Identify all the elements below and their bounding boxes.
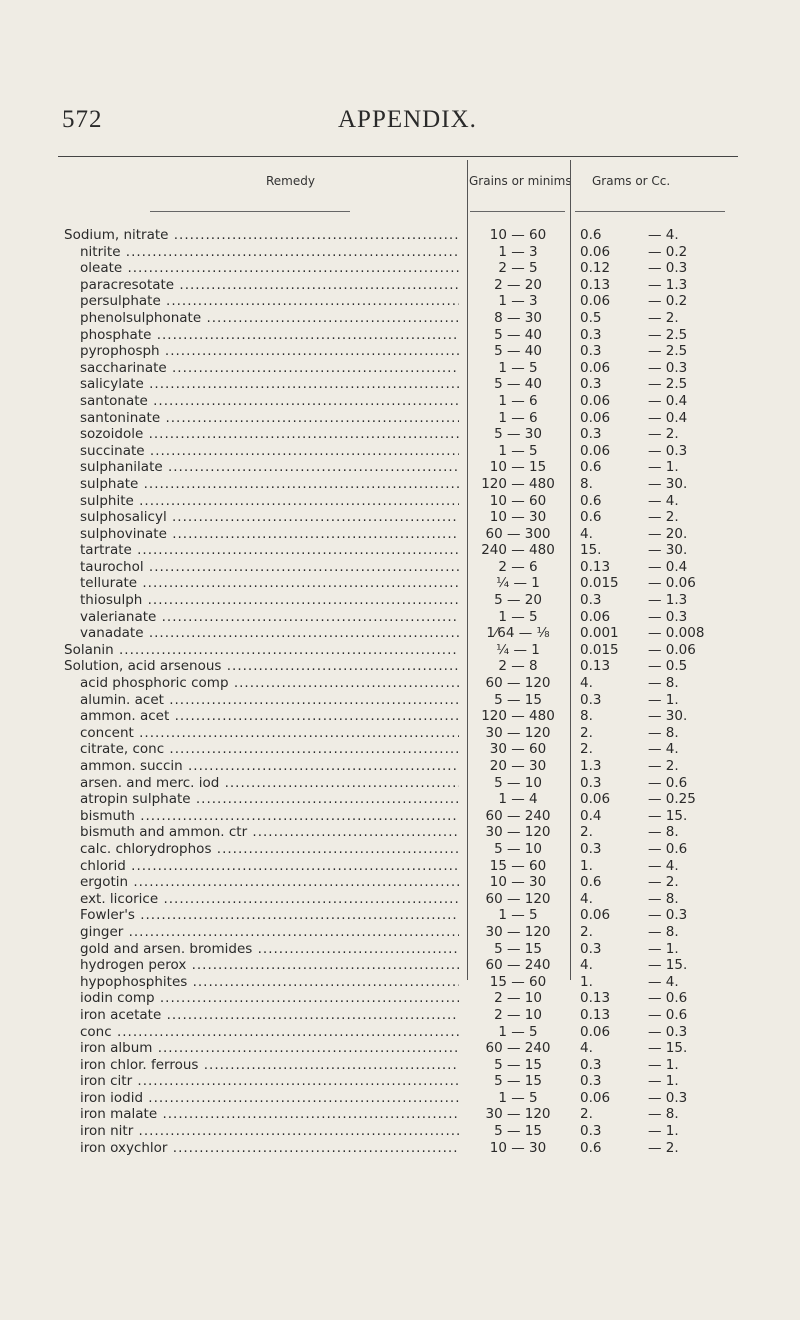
grams-to: — 2. [648, 1139, 679, 1156]
remedy-name: iron citr ..... [64, 1073, 459, 1090]
table-row [0, 675, 800, 692]
grams-to: — 0.3 [648, 359, 688, 376]
remedy-name: iron album ..... [64, 1040, 459, 1057]
table-row [0, 708, 800, 725]
page-header [0, 106, 800, 136]
grains-range: 1 — 3 [498, 243, 538, 260]
grams-from: 0.06 [580, 442, 611, 459]
grams-to: — 0.6 [648, 774, 688, 791]
grains-range: 5 — 15 [494, 1056, 542, 1073]
remedy-name: thiosulph ..... [64, 592, 459, 609]
table-top-rule [58, 156, 738, 157]
remedy-name: persulphate ..... [64, 293, 459, 310]
remedy-name: ammon. acet ..... [64, 708, 459, 725]
remedy-name: conc ..... [64, 1024, 459, 1041]
grams-to: — 1. [648, 940, 679, 957]
grams-to: — 20. [648, 525, 688, 542]
grams-to: — 0.3 [648, 442, 688, 459]
table-row [0, 343, 800, 360]
table-row [0, 476, 800, 493]
remedy-name: saccharinate ..... [64, 360, 459, 377]
table-row [0, 907, 800, 924]
grams-to: — 0.4 [648, 392, 688, 409]
grams-from: 2. [580, 741, 593, 758]
remedy-name: arsen. and merc. iod ..... [64, 775, 459, 792]
grains-range: 5 — 15 [494, 691, 542, 708]
grams-from: 0.3 [580, 1056, 602, 1073]
table-row [0, 1123, 800, 1140]
grams-from: 0.06 [580, 392, 611, 409]
remedy-name: ext. licorice ..... [64, 891, 459, 908]
grams-from: 0.13 [580, 1006, 611, 1023]
table-row [0, 592, 800, 609]
grains-range: 2 — 5 [498, 260, 538, 277]
grains-range: 1 — 5 [498, 442, 538, 459]
grains-range: 5 — 40 [494, 326, 542, 343]
grains-range: 10 — 60 [489, 492, 547, 509]
grams-to: — 8. [648, 824, 679, 841]
grains-range: 30 — 120 [485, 1106, 551, 1123]
table-row [0, 858, 800, 875]
remedy-name: Solution, acid arsenous ..... [64, 658, 459, 675]
remedy-name: citrate, conc ..... [64, 741, 459, 758]
table-row [0, 609, 800, 626]
remedy-name: alumin. acet ..... [64, 692, 459, 709]
remedy-name: iron chlor. ferrous ..... [64, 1057, 459, 1074]
table-row [0, 575, 800, 592]
table-row [0, 410, 800, 427]
grams-to: — 0.6 [648, 840, 688, 857]
grams-from: 0.06 [580, 243, 611, 260]
grams-to: — 0.3 [648, 260, 688, 277]
table-row [0, 376, 800, 393]
grains-range: 5 — 10 [494, 840, 542, 857]
grams-to: — 0.4 [648, 409, 688, 426]
grams-from: 0.6 [580, 227, 602, 243]
grains-range: 5 — 40 [494, 376, 542, 393]
column-header-remedy: Remedy [266, 174, 315, 188]
table-row [0, 360, 800, 377]
header-rule [470, 211, 565, 212]
grams-to: — 0.6 [648, 990, 688, 1007]
grams-from: 0.06 [580, 293, 611, 310]
grains-range: 2 — 20 [494, 276, 542, 293]
grains-range: 1 — 6 [498, 409, 538, 426]
table-row [0, 1106, 800, 1123]
grams-from: 0.3 [580, 1073, 602, 1090]
grams-from: 0.06 [580, 359, 611, 376]
grams-to: — 0.2 [648, 293, 688, 310]
grams-from: 0.3 [580, 940, 602, 957]
grams-from: 1. [580, 973, 593, 990]
header-rule [575, 211, 725, 212]
remedy-name: iron acetate ..... [64, 1007, 459, 1024]
grains-range: 60 — 240 [485, 807, 551, 824]
grams-from: 0.001 [580, 625, 619, 642]
table-row [0, 277, 800, 294]
grams-to: — 2.5 [648, 376, 688, 393]
table-row [0, 244, 800, 261]
grains-range: 2 — 8 [498, 658, 538, 675]
grams-to: — 1. [648, 1073, 679, 1090]
remedy-name: tartrate ..... [64, 542, 459, 559]
remedy-name: phenolsulphonate ..... [64, 310, 459, 327]
grams-to: — 0.008 [648, 625, 705, 642]
grains-range: 1 — 5 [498, 359, 538, 376]
grams-from: 0.5 [580, 309, 602, 326]
remedy-name: tellurate ..... [64, 575, 459, 592]
grams-to: — 8. [648, 1106, 679, 1123]
grams-from: 4. [580, 1040, 593, 1057]
remedy-name: hypophosphites ..... [64, 974, 459, 991]
grams-to: — 1. [648, 1123, 679, 1140]
remedy-name: sozoidole ..... [64, 426, 459, 443]
remedy-name: concent ..... [64, 725, 459, 742]
grams-to: — 4. [648, 857, 679, 874]
grains-range: 10 — 60 [489, 227, 547, 243]
grains-range: 120 — 480 [481, 708, 555, 725]
grams-from: 0.3 [580, 592, 602, 609]
remedy-name: santonate ..... [64, 393, 459, 410]
remedy-name: Sodium, nitrate ..... [64, 227, 459, 244]
grams-from: 1.3 [580, 758, 602, 774]
grains-range: 2 — 6 [498, 558, 538, 575]
remedy-name: acid phosphoric comp ..... [64, 675, 459, 692]
grains-range: 5 — 30 [494, 426, 542, 443]
grains-range: 15 — 60 [489, 857, 547, 874]
grams-from: 0.06 [580, 1089, 611, 1106]
grams-to: — 30. [648, 542, 688, 559]
remedy-name: sulphanilate ..... [64, 459, 459, 476]
remedy-name: hydrogen perox ..... [64, 957, 459, 974]
remedy-name: sulphate ..... [64, 476, 459, 493]
grams-from: 0.6 [580, 509, 602, 526]
grams-from: 0.06 [580, 1023, 611, 1040]
remedy-name: santoninate ..... [64, 410, 459, 427]
grams-from: 0.015 [580, 575, 619, 592]
grains-range: 15 — 60 [489, 973, 547, 990]
table-row [0, 891, 800, 908]
grains-range: ¼ — 1 [496, 575, 540, 592]
grains-range: 8 — 30 [494, 309, 542, 326]
grams-to: — 4. [648, 492, 679, 509]
grains-range: 30 — 120 [485, 724, 551, 741]
page-title: APPENDIX. [338, 106, 477, 133]
table-row [0, 293, 800, 310]
table-row [0, 990, 800, 1007]
table-row [0, 559, 800, 576]
grams-to: — 8. [648, 923, 679, 940]
table-row [0, 924, 800, 941]
grams-to: — 1. [648, 1056, 679, 1073]
grams-from: 4. [580, 890, 593, 907]
grains-range: 10 — 30 [489, 874, 547, 891]
grains-range: 30 — 120 [485, 824, 551, 841]
grams-from: 4. [580, 525, 593, 542]
grains-range: 60 — 240 [485, 1040, 551, 1057]
grams-to: — 1.3 [648, 276, 688, 293]
table-row [0, 260, 800, 277]
grams-from: 4. [580, 957, 593, 974]
grains-range: ¼ — 1 [496, 641, 540, 658]
table-row [0, 725, 800, 742]
remedy-name: nitrite ..... [64, 244, 459, 261]
table-row [0, 642, 800, 659]
grams-from: 0.13 [580, 990, 611, 1007]
grams-from: 0.6 [580, 492, 602, 509]
grams-from: 8. [580, 475, 593, 492]
table-row [0, 874, 800, 891]
grams-from: 0.3 [580, 376, 602, 393]
remedy-name: iron malate ..... [64, 1106, 459, 1123]
grams-from: 0.6 [580, 874, 602, 891]
grams-to: — 2. [648, 758, 679, 774]
table-row [0, 1024, 800, 1041]
grams-from: 2. [580, 824, 593, 841]
grains-range: 2 — 10 [494, 990, 542, 1007]
remedy-name: sulphovinate ..... [64, 526, 459, 543]
remedy-name: phosphate ..... [64, 327, 459, 344]
remedy-name: gold and arsen. bromides ..... [64, 941, 459, 958]
grams-to: — 4. [648, 227, 679, 243]
grams-from: 0.13 [580, 658, 611, 675]
remedy-name: bismuth ..... [64, 808, 459, 825]
grains-range: 1 — 5 [498, 1089, 538, 1106]
grains-range: 1 — 5 [498, 1023, 538, 1040]
grains-range: 10 — 30 [489, 509, 547, 526]
grams-from: 0.6 [580, 1139, 602, 1156]
grains-range: 1 — 6 [498, 392, 538, 409]
grams-to: — 4. [648, 973, 679, 990]
table-row [0, 791, 800, 808]
grains-range: 1 — 3 [498, 293, 538, 310]
remedy-name: ginger ..... [64, 924, 459, 941]
grains-range: 1⁄64 — ⅛ [486, 625, 550, 642]
table-row [0, 1007, 800, 1024]
remedy-name: sulphite ..... [64, 493, 459, 510]
remedy-name: pyrophosph ..... [64, 343, 459, 360]
table-row [0, 658, 800, 675]
column-header-grams: Grams or Cc. [592, 174, 671, 188]
grams-from: 0.13 [580, 558, 611, 575]
grams-to: — 1.3 [648, 592, 688, 609]
grams-from: 0.3 [580, 326, 602, 343]
grams-to: — 8. [648, 890, 679, 907]
grams-to: — 15. [648, 1040, 688, 1057]
grains-range: 10 — 15 [489, 459, 547, 476]
table-row [0, 741, 800, 758]
grains-range: 30 — 120 [485, 923, 551, 940]
remedy-name: sulphosalicyl ..... [64, 509, 459, 526]
table-row [0, 493, 800, 510]
table-row [0, 625, 800, 642]
grains-range: 2 — 10 [494, 1006, 542, 1023]
table-row [0, 459, 800, 476]
grams-from: 2. [580, 724, 593, 741]
grams-to: — 30. [648, 475, 688, 492]
remedy-name: ammon. succin ..... [64, 758, 459, 775]
table-row [0, 692, 800, 709]
remedy-name: Solanin ..... [64, 642, 459, 659]
table-row [0, 327, 800, 344]
grams-to: — 2.5 [648, 326, 688, 343]
header-rule [150, 211, 350, 212]
grams-to: — 15. [648, 957, 688, 974]
grains-range: 30 — 60 [489, 741, 547, 758]
grains-range: 60 — 240 [485, 957, 551, 974]
grams-to: — 2. [648, 509, 679, 526]
grams-to: — 0.06 [648, 641, 696, 658]
remedy-name: Fowler's ..... [64, 907, 459, 924]
table-row [0, 542, 800, 559]
grams-from: 0.06 [580, 409, 611, 426]
grams-to: — 8. [648, 724, 679, 741]
remedy-name: valerianate ..... [64, 609, 459, 626]
table-row [0, 841, 800, 858]
grams-to: — 0.3 [648, 608, 688, 625]
grains-range: 60 — 300 [485, 525, 551, 542]
table-row [0, 227, 800, 244]
grams-to: — 0.6 [648, 1006, 688, 1023]
grains-range: 1 — 5 [498, 608, 538, 625]
grams-from: 0.4 [580, 807, 602, 824]
table-row [0, 1140, 800, 1157]
remedy-name: vanadate ..... [64, 625, 459, 642]
grams-to: — 0.06 [648, 575, 696, 592]
grams-from: 0.06 [580, 791, 611, 808]
grains-range: 5 — 40 [494, 343, 542, 360]
table-row [0, 526, 800, 543]
grams-to: — 0.25 [648, 791, 696, 808]
table-row [0, 758, 800, 775]
table-row [0, 1057, 800, 1074]
grams-from: 0.06 [580, 907, 611, 924]
grams-to: — 0.3 [648, 1089, 688, 1106]
table-row [0, 957, 800, 974]
remedy-name: oleate ..... [64, 260, 459, 277]
grams-to: — 30. [648, 708, 688, 725]
grams-from: 4. [580, 675, 593, 692]
grams-from: 0.3 [580, 840, 602, 857]
grams-from: 15. [580, 542, 602, 559]
grains-range: 20 — 30 [489, 758, 547, 774]
remedy-name: taurochol ..... [64, 559, 459, 576]
grams-from: 0.3 [580, 691, 602, 708]
grams-from: 0.06 [580, 608, 611, 625]
grams-to: — 0.4 [648, 558, 688, 575]
grains-range: 5 — 15 [494, 1073, 542, 1090]
grams-to: — 2. [648, 874, 679, 891]
table-row [0, 974, 800, 991]
grams-to: — 0.5 [648, 658, 688, 675]
table-row [0, 824, 800, 841]
grams-from: 2. [580, 923, 593, 940]
grams-to: — 0.3 [648, 907, 688, 924]
remedy-name: salicylate ..... [64, 376, 459, 393]
table-row [0, 393, 800, 410]
remedy-name: ergotin ..... [64, 874, 459, 891]
column-header-grains: Grains or minims [469, 174, 572, 188]
grams-to: — 0.2 [648, 243, 688, 260]
table-row [0, 509, 800, 526]
grams-from: 8. [580, 708, 593, 725]
grains-range: 5 — 15 [494, 940, 542, 957]
grams-from: 0.3 [580, 1123, 602, 1140]
remedy-name: iodin comp ..... [64, 990, 459, 1007]
grains-range: 60 — 120 [485, 675, 551, 692]
grains-range: 240 — 480 [481, 542, 555, 559]
grams-from: 0.3 [580, 774, 602, 791]
table-row [0, 808, 800, 825]
grams-to: — 1. [648, 691, 679, 708]
grams-to: — 2. [648, 309, 679, 326]
grams-from: 0.12 [580, 260, 611, 277]
grains-range: 5 — 20 [494, 592, 542, 609]
grains-range: 10 — 30 [489, 1139, 547, 1156]
remedy-name: iron oxychlor ..... [64, 1140, 459, 1157]
remedy-name: paracresotate ..... [64, 277, 459, 294]
grams-from: 0.3 [580, 343, 602, 360]
table-row [0, 775, 800, 792]
dosage-table [0, 227, 800, 1156]
remedy-name: succinate ..... [64, 443, 459, 460]
grains-range: 120 — 480 [481, 475, 555, 492]
grams-to: — 1. [648, 459, 679, 476]
remedy-name: calc. chlorydrophos ..... [64, 841, 459, 858]
table-row [0, 941, 800, 958]
grains-range: 60 — 120 [485, 890, 551, 907]
remedy-name: iron iodid ..... [64, 1090, 459, 1107]
grams-from: 0.6 [580, 459, 602, 476]
grains-range: 5 — 15 [494, 1123, 542, 1140]
grams-to: — 2. [648, 426, 679, 443]
grams-from: 1. [580, 857, 593, 874]
grams-from: 2. [580, 1106, 593, 1123]
remedy-name: bismuth and ammon. ctr ..... [64, 824, 459, 841]
table-row [0, 1090, 800, 1107]
grains-range: 5 — 10 [494, 774, 542, 791]
grams-to: — 2.5 [648, 343, 688, 360]
remedy-name: iron nitr ..... [64, 1123, 459, 1140]
remedy-name: chlorid ..... [64, 858, 459, 875]
grams-from: 0.015 [580, 641, 619, 658]
page-number: 572 [62, 106, 103, 133]
table-row [0, 310, 800, 327]
grams-from: 0.13 [580, 276, 611, 293]
grams-to: — 0.3 [648, 1023, 688, 1040]
grains-range: 1 — 5 [498, 907, 538, 924]
remedy-name: atropin sulphate ..... [64, 791, 459, 808]
grams-from: 0.3 [580, 426, 602, 443]
grains-range: 1 — 4 [498, 791, 538, 808]
grams-to: — 15. [648, 807, 688, 824]
table-row [0, 443, 800, 460]
table-row [0, 426, 800, 443]
table-row [0, 1073, 800, 1090]
grams-to: — 4. [648, 741, 679, 758]
grams-to: — 8. [648, 675, 679, 692]
table-row [0, 1040, 800, 1057]
